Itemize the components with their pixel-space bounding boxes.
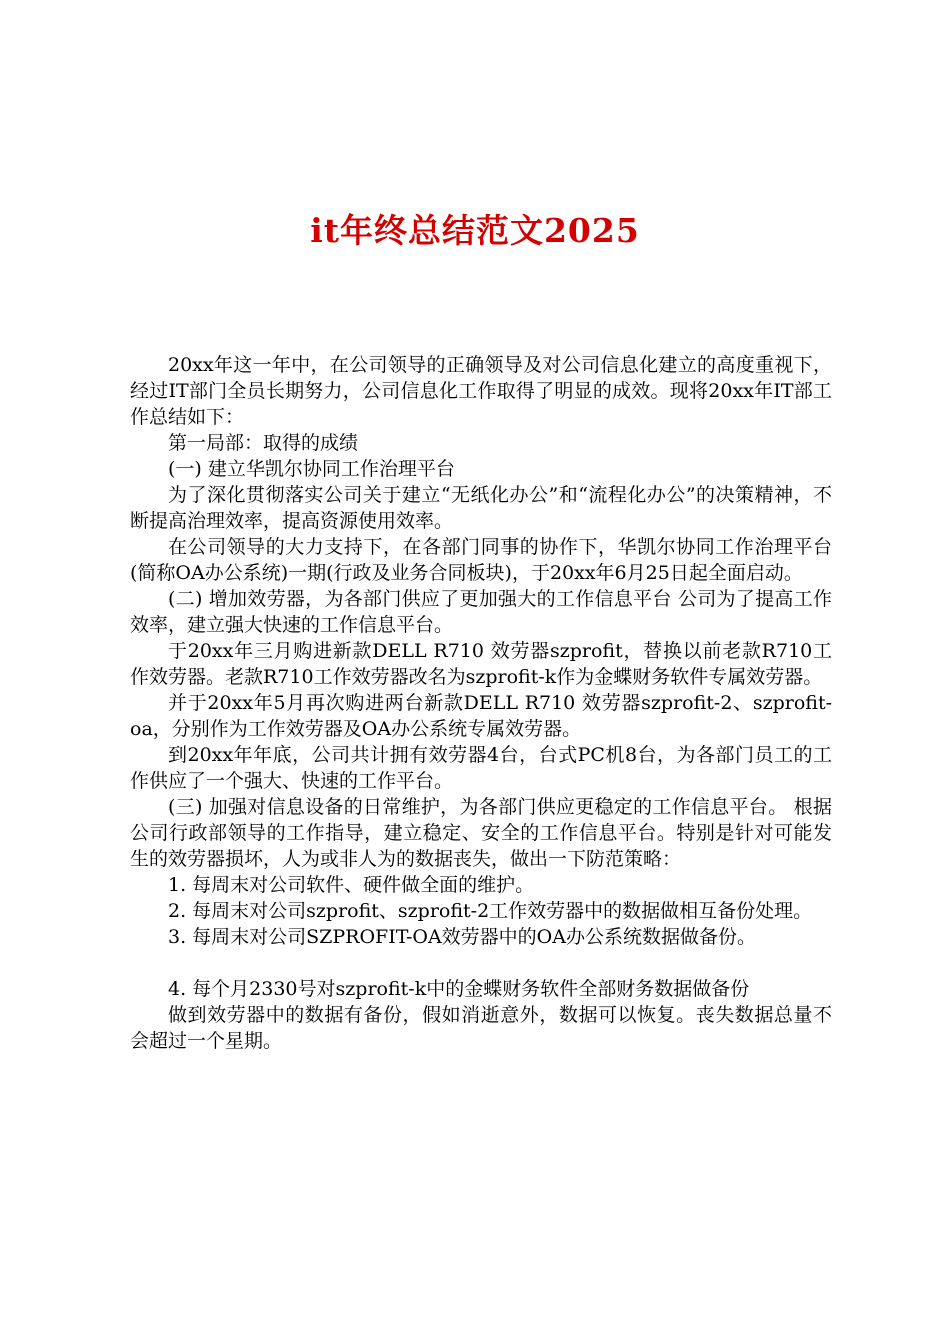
subsection-heading-3: (三) 加强对信息设备的日常维护，为各部门供应更稳定的工作信息平台。 根据公司行政部领导的工作指导，建立稳定、安全的工作信息平台。特别是针对可能发生的效劳器损坏，人为或非人为的数据丧失，做出一下防范策略： <box>130 796 832 870</box>
document-title: it年终总结范文2025 <box>310 211 640 250</box>
list-item: 2. 每周末对公司szprofit、szprofit-2工作效劳器中的数据做相互备份处理。 <box>168 900 813 922</box>
paragraph-intro: 20xx年这一年中，在公司领导的正确领导及对公司信息化建立的高度重视下，经过IT部门全员长期努力，公司信息化工作取得了明显的成效。现将20xx年IT部工作总结如下： <box>130 354 832 428</box>
list-item: 1. 每周末对公司软件、硬件做全面的维护。 <box>168 874 535 896</box>
document-body <box>130 352 832 1054</box>
paragraph: 并于20xx年5月再次购进两台新款DELL R710 效劳器szprofit-2、szprofit-oa，分别作为工作效劳器及OA办公系统专属效劳器。 <box>130 692 832 740</box>
paragraph: 于20xx年三月购进新款DELL R710 效劳器szprofit，替换以前老款R710工作效劳器。老款R710工作效劳器改名为szprofit-k作为金蝶财务软件专属效劳器。 <box>130 640 832 688</box>
paragraph: 在公司领导的大力支持下，在各部门同事的协作下，华凯尔协同工作治理平台(简称OA办公系统)一期(行政及业务合同板块)，于20xx年6月25日起全面启动。 <box>130 536 832 584</box>
list-item: 3. 每周末对公司SZPROFIT-OA效劳器中的OA办公系统数据做备份。 <box>168 926 756 948</box>
paragraph: 为了深化贯彻落实公司关于建立“无纸化办公”和“流程化办公”的决策精神，不断提高治理效率，提高资源使用效率。 <box>130 484 832 532</box>
subsection-heading-1: (一) 建立华凯尔协同工作治理平台 <box>168 458 455 480</box>
list-item: 4. 每个月2330号对szprofit-k中的金蝶财务软件全部财务数据做备份 <box>168 978 750 1000</box>
paragraph-conclusion: 做到效劳器中的数据有备份，假如消逝意外，数据可以恢复。丧失数据总量不会超过一个星期。 <box>130 1004 832 1052</box>
subsection-heading-2: (二) 增加效劳器，为各部门供应了更加强大的工作信息平台 公司为了提高工作效率，建立强大快速的工作信息平台。 <box>130 588 832 636</box>
section-heading-part-one: 第一局部：取得的成绩 <box>168 432 359 454</box>
paragraph: 到20xx年年底，公司共计拥有效劳器4台，台式PC机8台，为各部门员工的工作供应了一个强大、快速的工作平台。 <box>130 744 832 792</box>
